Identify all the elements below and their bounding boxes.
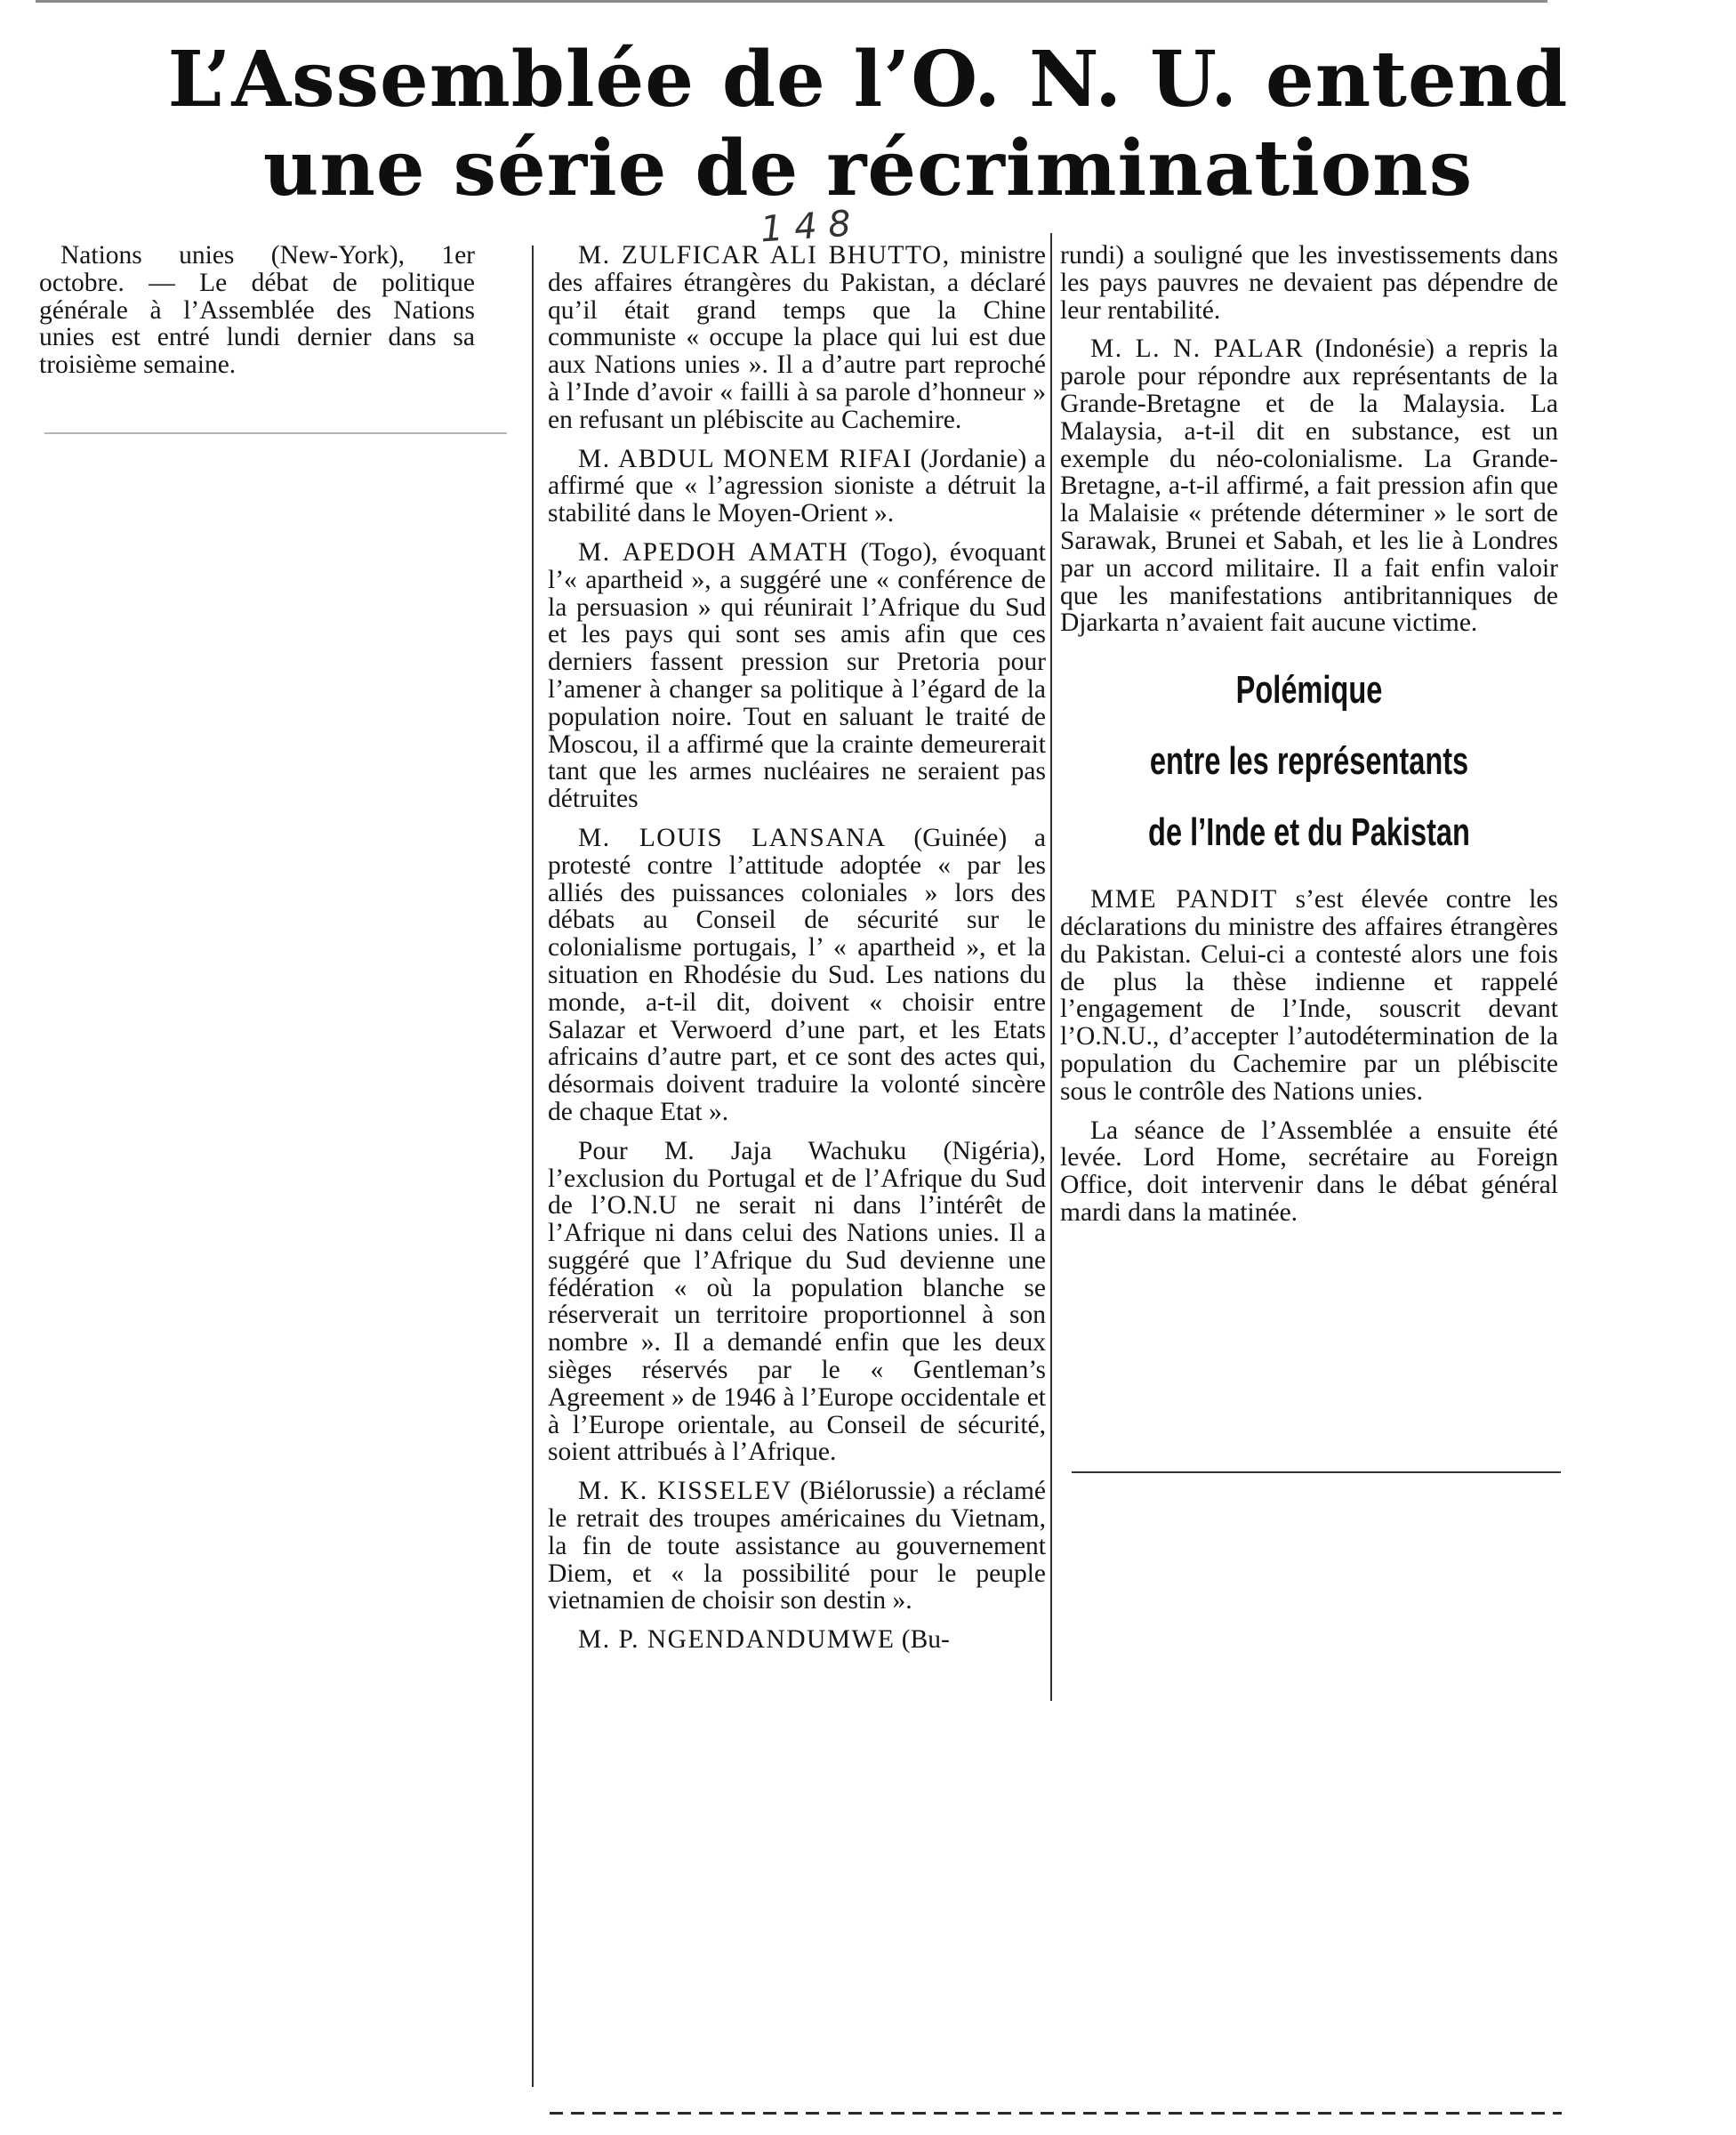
headline-line-1: L’Assemblée de l’O. N. U. entend bbox=[167, 35, 1569, 125]
column-2 bbox=[548, 242, 1046, 1665]
paragraph-text: (Bu- bbox=[895, 1625, 950, 1655]
speaker-name: M. APEDOH AMATH bbox=[578, 537, 849, 567]
speaker-name: M. L. N. PALAR bbox=[1090, 334, 1305, 364]
column-3-end-rule bbox=[1072, 1471, 1561, 1473]
handwritten-number: 1 4 8 bbox=[759, 203, 853, 251]
paragraph-text: (Togo), évoquant l’« apartheid », a suggéré une « conférence de la persuasion » qui réunirait l’Afrique du Sud et les pays qui sont ses amis afin que ces derniers fassent pression sur Pretoria pour l’amener à changer sa politique à l’égard de la population noire. Tout en saluant le traité de Moscou, il a affirmé que la crainte demeurerait tant que les armes nucléaires ne seraient pas détruites bbox=[548, 537, 1046, 814]
speaker-name: M. ABDUL MONEM RIFAI bbox=[578, 444, 913, 473]
paragraph-burundi-continued: rundi) a souligné que les investissements dans les pays pauvres ne devaient pas dépendre de leur rentabilité. bbox=[1060, 241, 1558, 325]
speaker-name: M. ZULFICAR ALI BHUTTO, bbox=[578, 241, 951, 270]
subheading bbox=[1125, 655, 1493, 868]
bottom-dashed-rule bbox=[550, 2112, 1562, 2115]
column-divider-2 bbox=[1050, 233, 1052, 1701]
speaker-name: M. P. NGENDANDUMWE bbox=[578, 1625, 896, 1655]
paragraph-closing: La séance de l’Assemblée a ensuite été levée. Lord Home, secrétaire au Foreign Office, doit intervenir dans le débat général mardi dans la matinée. bbox=[1060, 1116, 1558, 1227]
paragraph-text: s’est élevée contre les déclarations du ministre des affaires étrangères du Pakistan. Celui-ci a contesté alors une fois de plus la thèse indienne et rappelé l’engagement de l’Inde, souscrit devant l’O.N.U., d’accepter l’autodétermination de la population du Cachemire par un plébiscite sous le contrôle des Nations unies. bbox=[1060, 885, 1559, 1106]
paragraph-bhutto bbox=[548, 242, 1046, 434]
paragraph-text: (Biélorussie) a réclamé le retrait des troupes américaines du Vietnam, la fin de toute assistance au gouvernement Diem, et « la possibilité pour le peuple vietnamien de choisir son destin ». bbox=[548, 1477, 1046, 1615]
paragraph-amath bbox=[548, 539, 1046, 813]
paragraph-lansana bbox=[548, 825, 1046, 1126]
paragraph-palar bbox=[1060, 335, 1558, 637]
paragraph-pandit bbox=[1060, 886, 1558, 1105]
subheading-line-1: Polémique bbox=[1235, 668, 1383, 713]
paragraph-text: (Indonésie) a repris la parole pour répondre aux représentants de la Grande-Bretagne et de la Malaysia. La Malaysia, a-t-il dit en substance, est un exemple du néo-colonialisme. La Grande-Bretagne, a-t-il affirmé, a fait pression afin que la Malaisie « prétende déterminer » le sort de Sarawak, Brunei et Sabah, et les lie à Londres par un accord militaire. Il a fait enfin valoir que les manifestations antibritanniques de Djarkarta n’avaient fait aucune victime. bbox=[1060, 334, 1558, 638]
paragraph-rifai bbox=[548, 446, 1046, 528]
speaker-name: MME PANDIT bbox=[1090, 885, 1278, 914]
paragraph-wachuku: Pour M. Jaja Wachuku (Nigéria), l’exclusion du Portugal et de l’Afrique du Sud de l’O.N.U ne serait ni dans l’intérêt de l’Afrique ni dans celui des Nations unies. Il a suggéré que l’Afrique du Sud devienne une fédération « où la population blanche se réserverait un territoire proportionnel à son nombre ». Il a demandé enfin que les deux sièges réservés par le « Gentleman’s Agreement » de 1946 à l’Europe occidentale et à l’Europe orientale, au Conseil de sécurité, soient attribués à l’Afrique. bbox=[548, 1136, 1046, 1467]
top-border-line bbox=[36, 0, 1547, 3]
headline-line-2: une série de récriminations bbox=[262, 124, 1474, 214]
dateline-paragraph: Nations unies (New-York), 1er octobre. — Le débat de politique générale à l’Assemblée des Nations unies est entré lundi dernier dans sa troisième semaine. bbox=[39, 241, 475, 380]
column-3 bbox=[1060, 242, 1558, 1238]
column-divider-1 bbox=[532, 246, 534, 2087]
subheading-line-2: entre les représentants bbox=[1149, 739, 1469, 784]
paragraph-text: (Jordanie) a affirmé que « l’agression sioniste a détruit la stabilité dans le Moyen-Orient ». bbox=[548, 444, 1046, 528]
paragraph-ngendandumwe bbox=[548, 1626, 1046, 1654]
column-1 bbox=[39, 242, 475, 391]
speaker-name: M. LOUIS LANSANA bbox=[578, 823, 887, 852]
paragraph-kisselev bbox=[548, 1478, 1046, 1615]
paragraph-text: (Guinée) a protesté contre l’attitude adoptée « par les alliés des puissances coloniales » lors des débats au Conseil de sécurité sur le colonialisme portugais, l’ « apartheid », et la situation en Rhodésie du Sud. Les nations du monde, a-t-il dit, doivent « choisir entre Salazar et Verwoerd d’une part, et les Etats africains d’autre part, et ce sont des actes qui, désormais doivent traduire la volonté sincère de chaque Etat ». bbox=[548, 823, 1046, 1126]
paragraph-text: ministre des affaires étrangères du Pakistan, a déclaré qu’il était grand temps que la Chine communiste « occupe la place qui lui est due aux Nations unies ». Il a d’autre part reproché à l’Inde d’avoir « failli à sa parole d’honneur » en refusant un plébiscite au Cachemire. bbox=[548, 241, 1047, 434]
speaker-name: M. K. KISSELEV bbox=[578, 1477, 792, 1506]
subheading-line-3: de l’Inde et du Pakistan bbox=[1148, 810, 1470, 855]
headline bbox=[0, 36, 1736, 214]
column-1-end-rule bbox=[44, 432, 507, 434]
